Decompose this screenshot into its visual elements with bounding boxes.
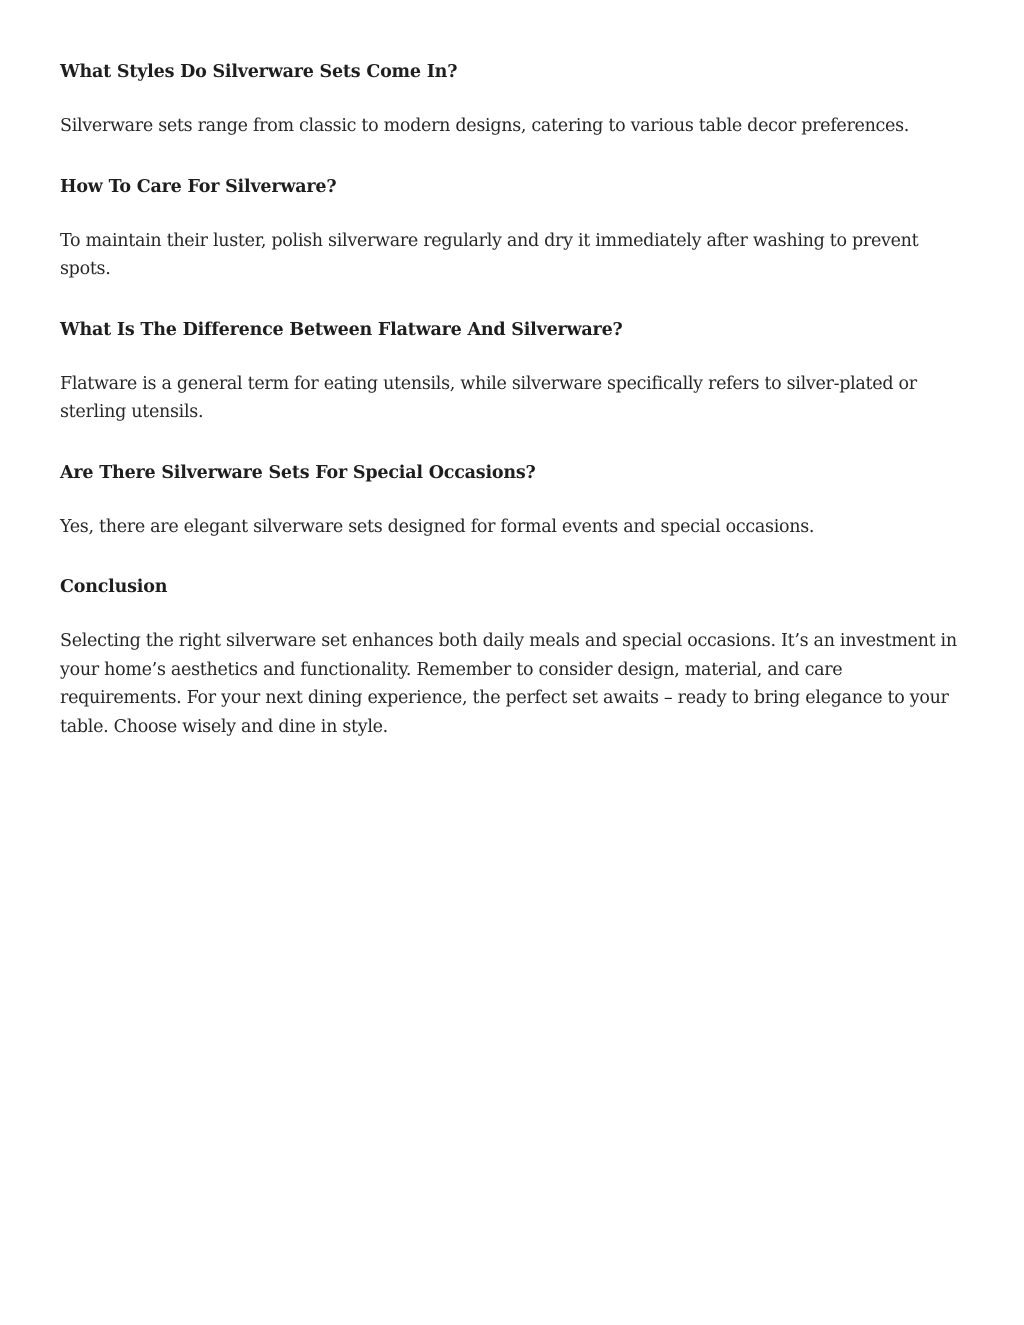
- section-heading: What Styles Do Silverware Sets Come In?: [60, 62, 458, 82]
- section-body: Flatware is a general term for eating utensils, while silverware specifically refers to silver-plated or sterling utensils.: [60, 373, 917, 422]
- section-heading: Conclusion: [60, 577, 168, 597]
- conclusion-section: [60, 573, 965, 741]
- section-heading: Are There Silverware Sets For Special Occasions?: [60, 462, 536, 483]
- section-body: To maintain their luster, polish silverware regularly and dry it immediately after washing to prevent spots.: [60, 230, 919, 279]
- faq-section-difference: [60, 316, 965, 459]
- faq-section-occasions: [60, 459, 965, 574]
- document-page: [60, 58, 965, 741]
- faq-section-care: [60, 173, 965, 316]
- section-heading: What Is The Difference Between Flatware And Silverware?: [60, 319, 623, 340]
- faq-section-styles: [60, 58, 965, 173]
- section-body: Selecting the right silverware set enhances both daily meals and special occasions. It’s an investment in your home’s aesthetics and functionality. Remember to consider design, material, and care requirements. For your next dining experience, the perfect set awaits – ready to bring elegance to your table. Choose wisely and dine in style.: [60, 631, 957, 737]
- section-body: Yes, there are elegant silverware sets designed for formal events and special occasions.: [60, 516, 815, 537]
- section-heading: How To Care For Silverware?: [60, 176, 337, 197]
- section-body: Silverware sets range from classic to modern designs, catering to various table decor preferences.: [60, 116, 910, 136]
